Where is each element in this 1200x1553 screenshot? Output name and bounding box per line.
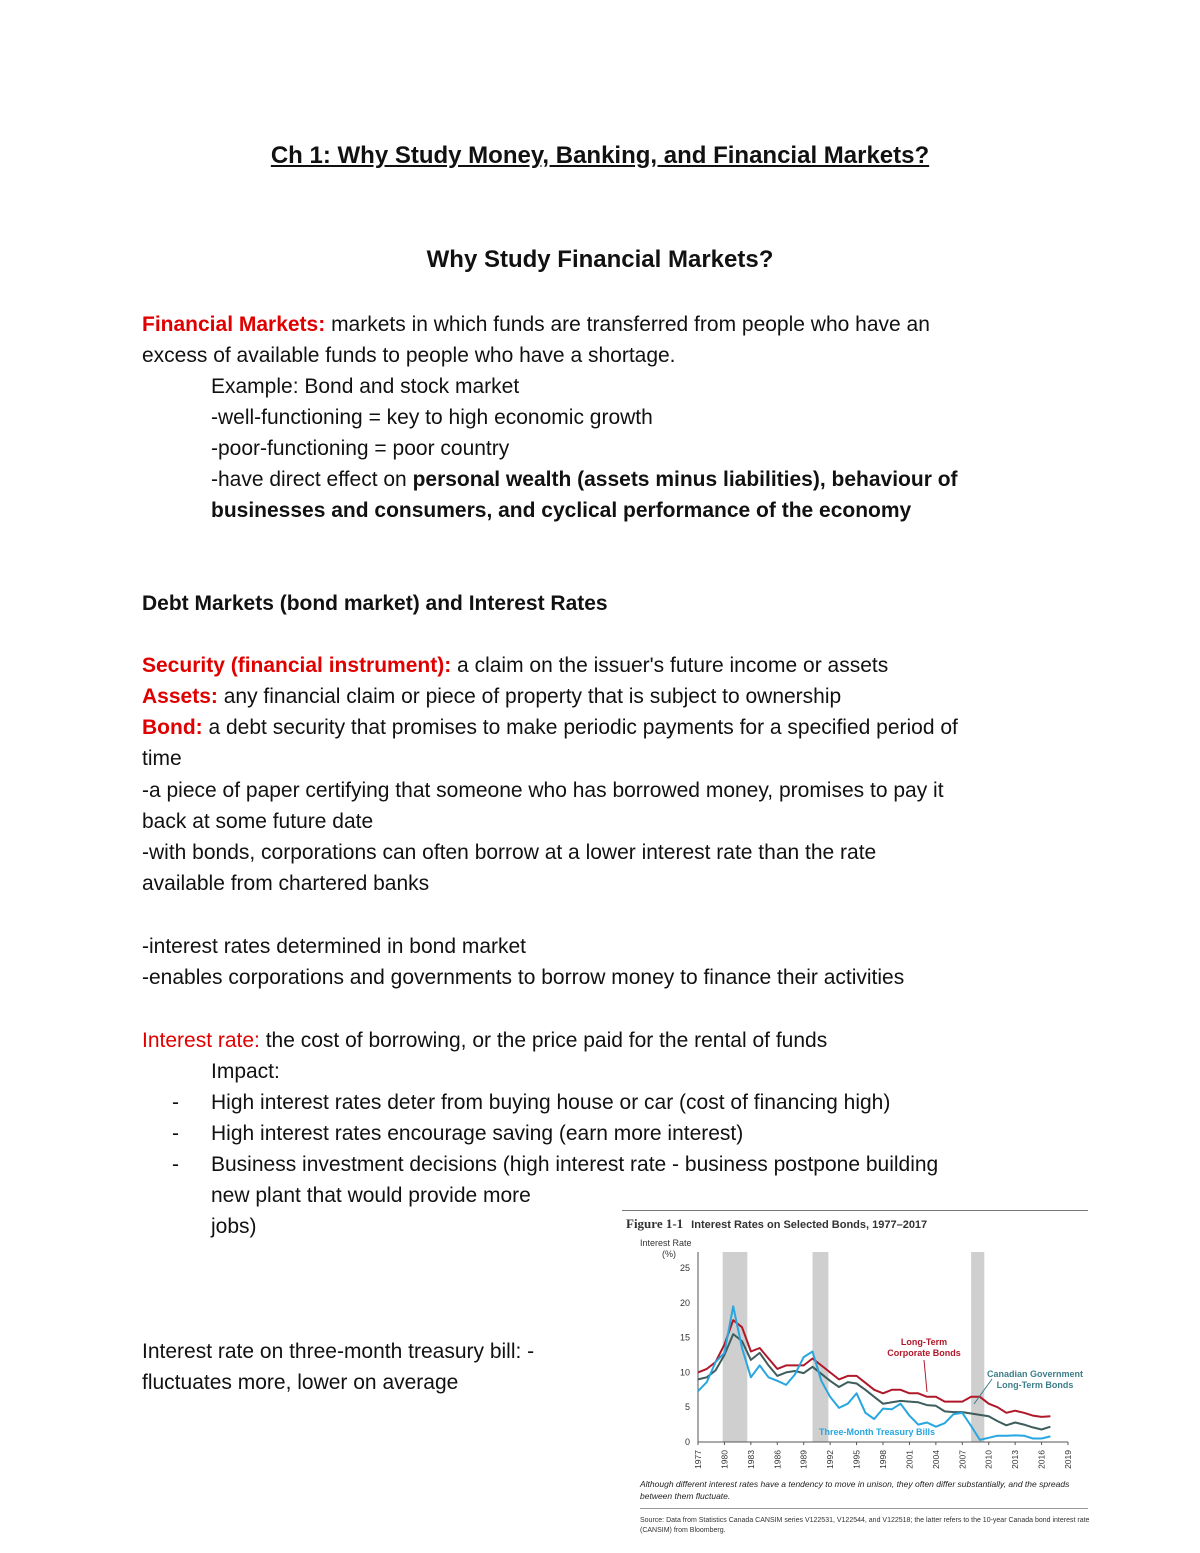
chapter-title: Ch 1: Why Study Money, Banking, and Financial Markets? <box>270 142 930 169</box>
y-tick-label: 10 <box>679 1367 690 1378</box>
figure-number: Figure 1-1 <box>626 1216 684 1231</box>
x-tick-label: 1986 <box>772 1450 783 1469</box>
label-government-1: Canadian Government <box>986 1369 1084 1379</box>
bond-line-2: time <box>142 747 182 770</box>
figure-title <box>626 1216 927 1232</box>
x-tick-label: 2016 <box>1036 1450 1047 1469</box>
label-tbills: Three-Month Treasury Bills <box>818 1427 936 1437</box>
interest-line-2: -enables corporations and governments to borrow money to finance their activities <box>142 966 905 989</box>
bullet-1: High interest rates deter from buying house or car (cost of financing high) <box>211 1091 891 1114</box>
y-tick-label: 25 <box>679 1263 690 1273</box>
fm-definition-line-1 <box>142 309 930 340</box>
figure-source: Source: Data from Statistics Canada CANSIM series V122531, V122544, and V122518; the latter refers to the 10-year Canada bond interest rate (CANSIM) from Bloomberg. <box>640 1517 1090 1534</box>
y-axis-label: Interest Rate <box>640 1238 692 1248</box>
x-tick-label: 1995 <box>851 1450 862 1469</box>
figure-title-text: Interest Rates on Selected Bonds, 1977–2017 <box>691 1219 928 1231</box>
figure-1-1 <box>622 1210 1092 1553</box>
x-tick-label: 1989 <box>798 1450 809 1469</box>
x-tick-label: 2004 <box>930 1450 941 1469</box>
debt-markets-heading: Debt Markets (bond market) and Interest Rates <box>142 592 608 615</box>
example-line-5: businesses and consumers, and cyclical performance of the economy <box>211 499 912 522</box>
y-tick-label: 15 <box>679 1332 690 1343</box>
example-line-3: -poor-functioning = poor country <box>211 437 510 460</box>
tbill-line-1: Interest rate on three-month treasury bill: - <box>142 1340 535 1363</box>
bond-term: Bond: <box>142 716 203 739</box>
example-line-2: -well-functioning = key to high economic growth <box>211 406 653 429</box>
assets-term: Assets: <box>142 685 218 708</box>
bullet-3c: jobs) <box>211 1215 257 1238</box>
interest-rate-def: the cost of borrowing, or the price paid for the rental of funds <box>259 1029 828 1052</box>
bullet-dash-1: - <box>172 1091 179 1114</box>
x-tick-label: 2013 <box>1010 1450 1021 1469</box>
impact-label: Impact: <box>211 1060 280 1083</box>
security-term: Security (financial instrument): <box>142 654 452 677</box>
bond-line-4: back at some future date <box>142 810 374 833</box>
bullet-3a: Business investment decisions (high interest rate - business postpone building <box>211 1153 939 1176</box>
x-tick-label: 1998 <box>878 1450 888 1469</box>
x-tick-label: 1983 <box>745 1450 756 1469</box>
x-tick-label: 2010 <box>983 1450 994 1469</box>
figure-top-rule <box>622 1210 1088 1211</box>
fm-def-1: markets in which funds are transferred from people who have an <box>325 313 930 336</box>
x-tick-label: 1980 <box>719 1450 730 1469</box>
security-line <box>142 650 888 681</box>
label-government-2: Long-Term Bonds <box>996 1380 1074 1390</box>
x-tick-label: 2019 <box>1063 1450 1073 1469</box>
ex4-plain: -have direct effect on <box>211 468 413 491</box>
x-tick-label: 2007 <box>957 1450 968 1469</box>
interest-rate-line <box>142 1025 827 1056</box>
bond-line-6: available from chartered banks <box>142 872 430 895</box>
section-heading: Why Study Financial Markets? <box>426 246 774 273</box>
bullet-dash-3: - <box>172 1153 179 1176</box>
bond-line-5: -with bonds, corporations can often borrow at a lower interest rate than the rate <box>142 841 877 864</box>
bullet-3b: new plant that would provide more <box>211 1184 531 1207</box>
interest-rate-term: Interest rate: <box>142 1029 260 1052</box>
ex4-bold: personal wealth (assets minus liabilities), behaviour of <box>412 468 958 491</box>
y-tick-label: 0 <box>684 1437 690 1447</box>
assets-def: any financial claim or piece of property that is subject to ownership <box>217 685 842 708</box>
bullet-dash-2: - <box>172 1122 179 1145</box>
example-line-4 <box>211 464 958 495</box>
y-tick-label: 5 <box>684 1402 690 1413</box>
label-corporate-1: Long-Term <box>900 1337 948 1347</box>
interest-rate-chart <box>622 1234 1092 1496</box>
fm-definition-line-2: excess of available funds to people who have a shortage. <box>142 344 676 367</box>
x-tick-label: 1977 <box>693 1450 703 1469</box>
y-axis-unit: (%) <box>662 1249 676 1259</box>
x-tick-label: 1992 <box>825 1450 836 1469</box>
security-def: a claim on the issuer's future income or assets <box>451 654 889 677</box>
example-line-1: Example: Bond and stock market <box>211 375 520 398</box>
bond-def-1: a debt security that promises to make periodic payments for a specified period of <box>202 716 958 739</box>
label-corporate-pointer <box>924 1360 927 1392</box>
fm-term: Financial Markets: <box>142 313 326 336</box>
assets-line <box>142 681 841 712</box>
y-tick-label: 20 <box>679 1297 690 1308</box>
interest-line-1: -interest rates determined in bond market <box>142 935 527 958</box>
bond-line-1 <box>142 712 958 743</box>
x-tick-label: 2001 <box>904 1450 915 1469</box>
recession-bar-1 <box>813 1252 829 1442</box>
figure-caption-rule <box>640 1508 1088 1509</box>
bond-line-3: -a piece of paper certifying that someone who has borrowed money, promises to pay it <box>142 779 944 802</box>
figure-caption: Although different interest rates have a tendency to move in unison, they often differ substantially, and the spreads between them fluctuate. <box>640 1479 1070 1501</box>
label-corporate-2: Corporate Bonds <box>887 1348 961 1358</box>
bullet-2: High interest rates encourage saving (earn more interest) <box>211 1122 744 1145</box>
tbill-line-2: fluctuates more, lower on average <box>142 1371 459 1394</box>
